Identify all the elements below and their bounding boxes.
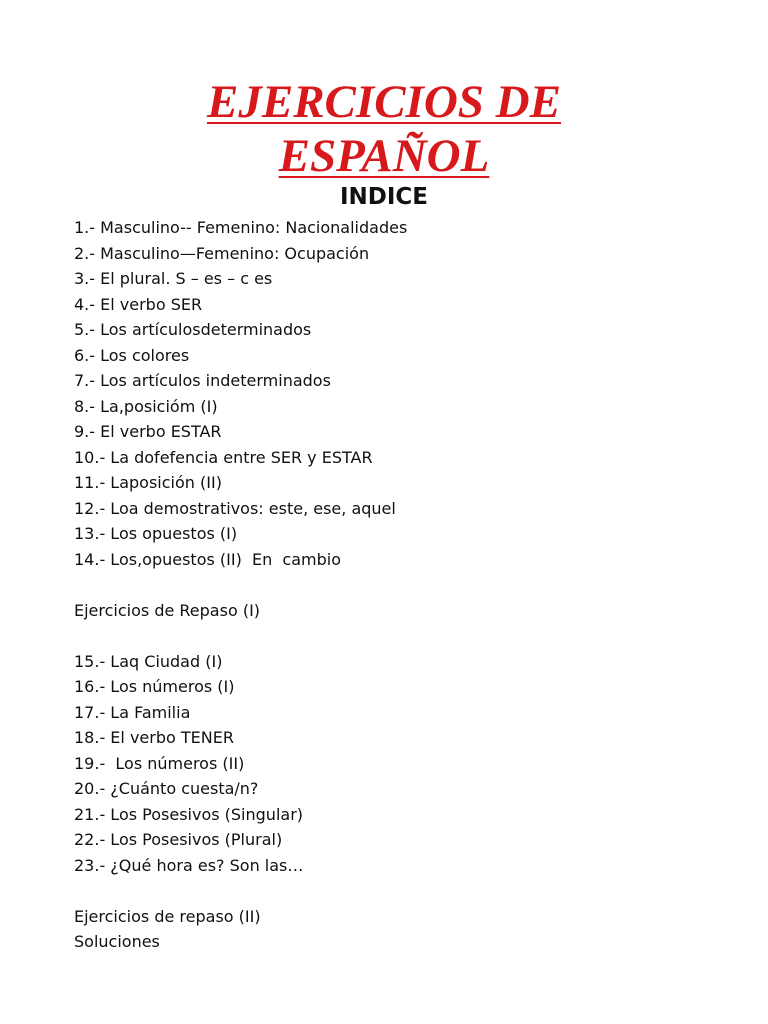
toc-entry: 4.- El verbo SER: [74, 294, 203, 314]
toc-entry: 3.- El plural. S – es – c es: [74, 269, 273, 288]
toc-spacer: [74, 623, 714, 649]
toc-spacer: [74, 572, 714, 598]
toc-entry: 12.- Loa demostrativos: este, ese, aquel: [74, 498, 396, 518]
table-of-contents: [74, 215, 714, 955]
toc-entry: 9.- El verbo ESTAR: [74, 422, 222, 441]
toc-entry: 23.- ¿Qué hora es? Son las…: [74, 855, 304, 875]
toc-entry: 21.- Los Posesivos (Singular): [74, 804, 304, 824]
toc-entry: 17.- La Familia: [74, 702, 191, 722]
toc-entry: 20.- ¿Cuánto cuesta/n?: [74, 779, 259, 798]
toc-section-heading: Soluciones: [74, 932, 160, 951]
toc-entry: 16.- Los números (I): [74, 677, 235, 696]
document-title-line-1: EJERCICIOS DE: [207, 76, 561, 128]
toc-entry: 15.- Laq Ciudad (I): [74, 651, 223, 671]
toc-entry: 11.- Laposición (II): [74, 473, 222, 492]
toc-entry: 8.- La,posicióm (I): [74, 396, 218, 416]
toc-entry: 10.- La dofefencia entre SER y ESTAR: [74, 447, 373, 467]
toc-entry: 5.- Los artículosdeterminados: [74, 320, 312, 339]
toc-entry: 2.- Masculino—Femenino: Ocupación: [74, 243, 370, 263]
toc-section-heading: Ejercicios de Repaso (I): [74, 600, 261, 620]
index-heading: INDICE: [339, 184, 429, 210]
toc-entry: 13.- Los opuestos (I): [74, 524, 238, 543]
document-title-line-2: ESPAÑOL: [278, 130, 490, 182]
toc-entry: 7.- Los artículos indeterminados: [74, 371, 331, 390]
toc-spacer: [74, 878, 714, 904]
toc-entry: 6.- Los colores: [74, 345, 190, 365]
toc-section-heading: Ejercicios de repaso (II): [74, 906, 261, 926]
toc-entry: 14.- Los,opuestos (II) En cambio: [74, 549, 341, 569]
toc-entry: 22.- Los Posesivos (Plural): [74, 830, 283, 849]
toc-entry: 19.- Los números (II): [74, 753, 245, 773]
toc-entry: 18.- El verbo TENER: [74, 728, 234, 747]
toc-entry: 1.- Masculino-- Femenino: Nacionalidades: [74, 218, 408, 237]
